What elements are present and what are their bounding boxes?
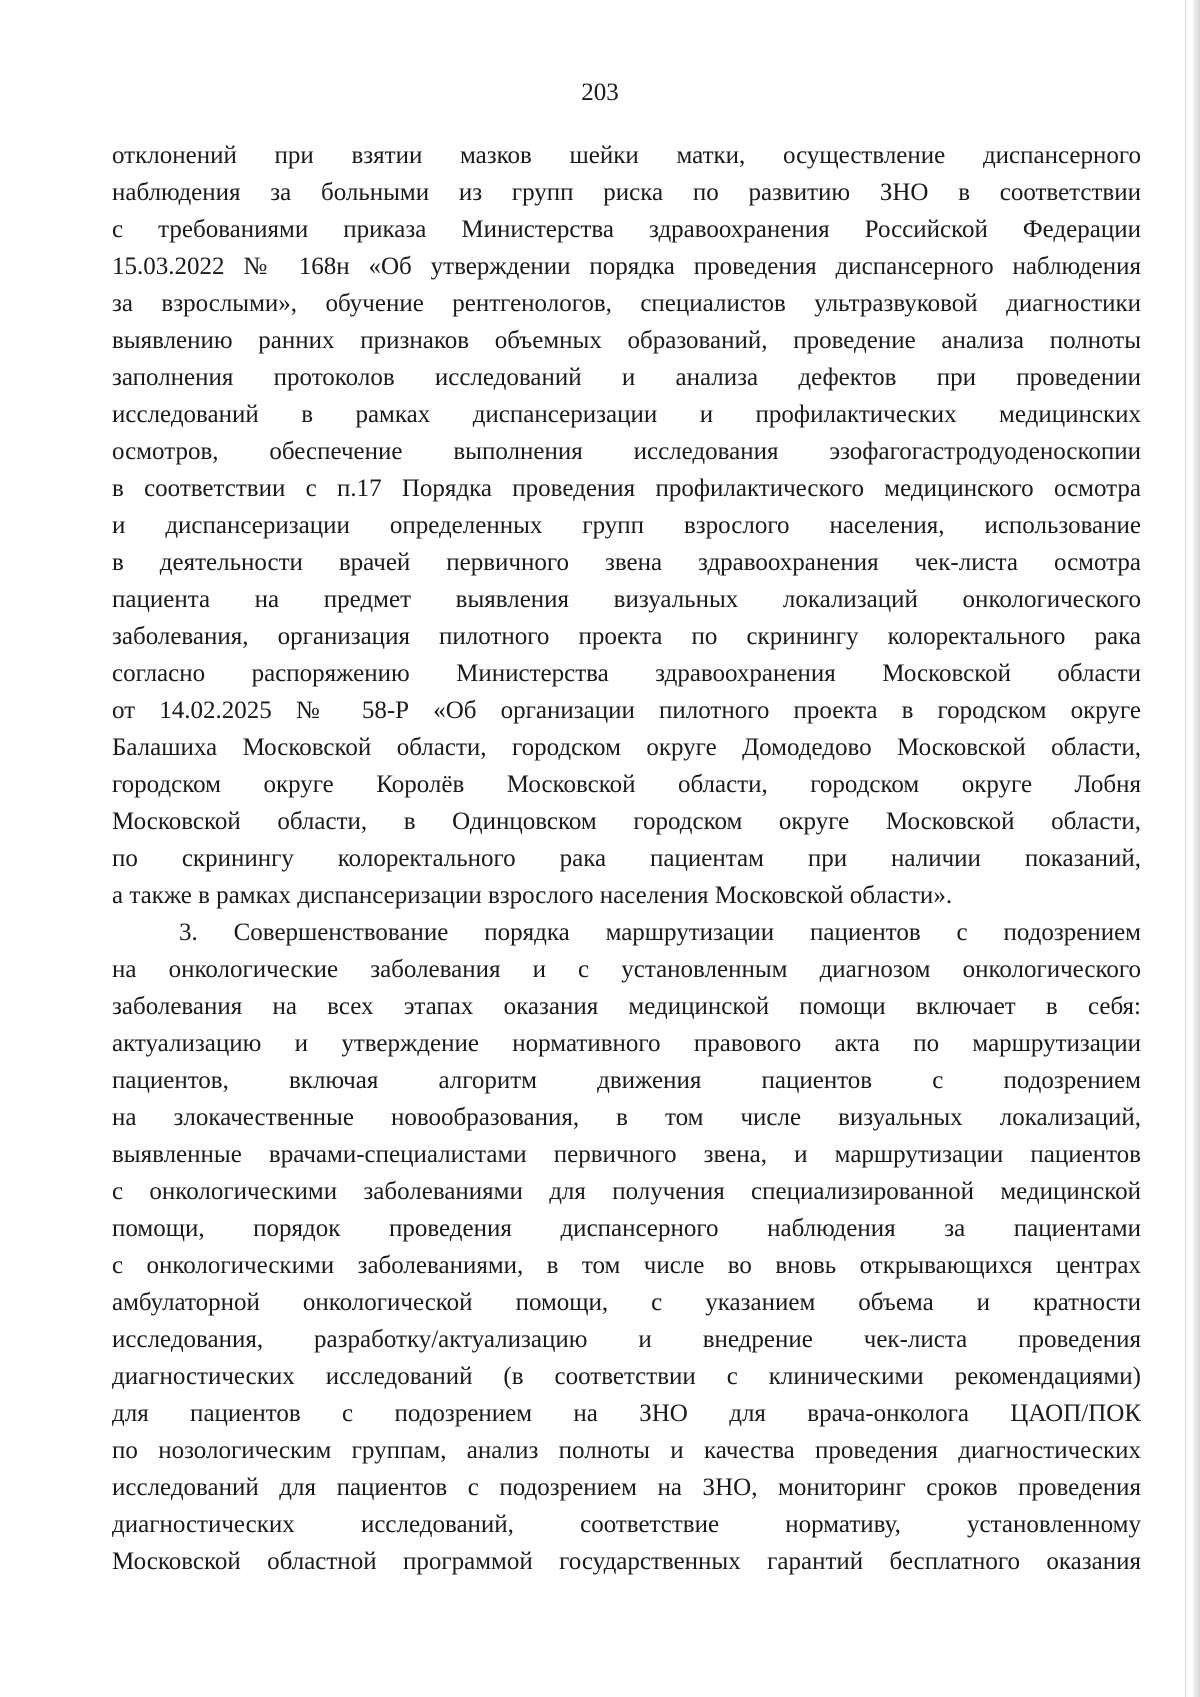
- text-line: исследований для пациентов с подозрением на ЗНО, мониторинг сроков проведения: [112, 1474, 1141, 1501]
- text-line: исследования, разработку/актуализацию и внедрение чек-листа проведения: [112, 1326, 1141, 1353]
- text-line: выявлению ранних признаков объемных образований, проведение анализа полноты: [112, 327, 1141, 354]
- text-line: отклонений при взятии мазков шейки матки, осуществление диспансерного: [112, 142, 1141, 169]
- text-line: Балашиха Московской области, городском округе Домодедово Московской области,: [112, 734, 1141, 761]
- text-line: с онкологическими заболеваниями, в том числе во вновь открывающихся центрах: [112, 1252, 1141, 1279]
- text-line: по скринингу колоректального рака пациентам при наличии показаний,: [112, 845, 1141, 872]
- text-line: в соответствии с п.17 Порядка проведения профилактического медицинского осмотра: [112, 475, 1141, 502]
- text-line: 15.03.2022 № 168н «Об утверждении порядка проведения диспансерного наблюдения: [112, 253, 1141, 280]
- text-line: диагностических исследований, соответствие нормативу, установленному: [112, 1511, 1141, 1538]
- text-line: а также в рамках диспансеризации взрослого населения Московской области».: [112, 882, 953, 909]
- paragraph-start-line: 3. Совершенствование порядка маршрутизации пациентов с подозрением: [179, 919, 1141, 946]
- text-line: амбулаторной онкологической помощи, с указанием объема и кратности: [112, 1289, 1141, 1316]
- text-line: с требованиями приказа Министерства здравоохранения Российской Федерации: [112, 216, 1141, 243]
- text-line: актуализацию и утверждение нормативного правового акта по маршрутизации: [112, 1030, 1141, 1057]
- text-line: пациента на предмет выявления визуальных локализаций онкологического: [112, 586, 1141, 613]
- text-line: Московской области, в Одинцовском городском округе Московской области,: [112, 808, 1141, 835]
- text-line: наблюдения за больными из групп риска по развитию ЗНО в соответствии: [112, 179, 1141, 206]
- text-line: и диспансеризации определенных групп взрослого населения, использование: [112, 512, 1141, 539]
- text-line: согласно распоряжению Министерства здравоохранения Московской области: [112, 660, 1141, 687]
- text-line: исследований в рамках диспансеризации и профилактических медицинских: [112, 401, 1141, 428]
- text-line: в деятельности врачей первичного звена здравоохранения чек-листа осмотра: [112, 549, 1141, 576]
- text-line: от 14.02.2025 № 58-Р «Об организации пилотного проекта в городском округе: [112, 697, 1141, 724]
- text-line: помощи, порядок проведения диспансерного наблюдения за пациентами: [112, 1215, 1141, 1242]
- page-number: 203: [581, 79, 619, 106]
- scan-artifact-line: [1185, 0, 1186, 1697]
- text-line: пациентов, включая алгоритм движения пациентов с подозрением: [112, 1067, 1141, 1094]
- body-text: [112, 137, 1141, 1580]
- text-line: на злокачественные новообразования, в том числе визуальных локализаций,: [112, 1104, 1141, 1131]
- text-line: осмотров, обеспечение выполнения исследования эзофагогастродуоденоскопии: [112, 438, 1141, 465]
- text-line: Московской областной программой государственных гарантий бесплатного оказания: [112, 1548, 1141, 1575]
- text-line: заболевания, организация пилотного проекта по скринингу колоректального рака: [112, 623, 1141, 650]
- text-line: для пациентов с подозрением на ЗНО для врача-онколога ЦАОП/ПОК: [112, 1400, 1141, 1427]
- text-line: выявленные врачами-специалистами первичного звена, и маршрутизации пациентов: [112, 1141, 1141, 1168]
- text-line: городском округе Королёв Московской области, городском округе Лобня: [112, 771, 1141, 798]
- text-line: за взрослыми», обучение рентгенологов, специалистов ультразвуковой диагностики: [112, 290, 1141, 317]
- text-line: по нозологическим группам, анализ полноты и качества проведения диагностических: [112, 1437, 1141, 1464]
- text-line: заболевания на всех этапах оказания медицинской помощи включает в себя:: [112, 993, 1141, 1020]
- text-line: заполнения протоколов исследований и анализа дефектов при проведении: [112, 364, 1141, 391]
- scan-edge-shadow: [1193, 0, 1200, 1697]
- text-line: на онкологические заболевания и с установленным диагнозом онкологического: [112, 956, 1141, 983]
- text-line: диагностических исследований (в соответствии с клиническими рекомендациями): [112, 1363, 1141, 1390]
- text-line: с онкологическими заболеваниями для получения специализированной медицинской: [112, 1178, 1141, 1205]
